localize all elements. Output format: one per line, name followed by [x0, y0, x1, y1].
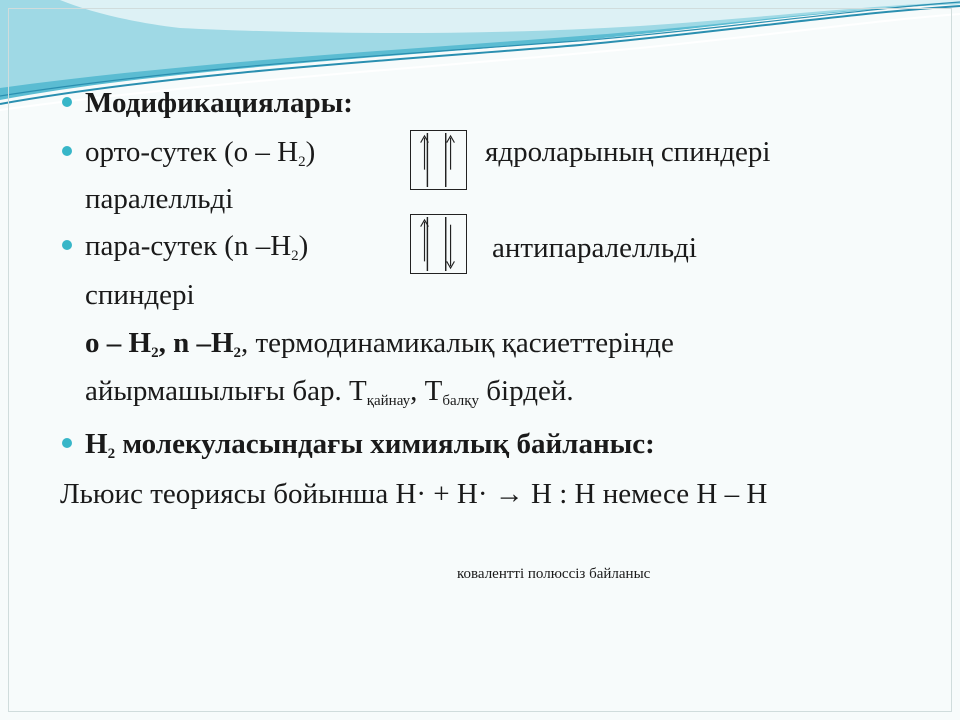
- para-description-cont: спиндері: [85, 279, 195, 311]
- boiling-subscript: қайнау: [366, 393, 411, 409]
- h2-symbol: Н: [85, 428, 108, 460]
- antiparallel-spins-diagram: [410, 214, 467, 274]
- bullet-dot: [62, 438, 72, 448]
- para-close: ): [298, 230, 309, 262]
- bullet-dot: [62, 146, 72, 156]
- para-hydrogen-label: [85, 229, 308, 263]
- ortho-description-cont: паралелльді: [85, 183, 234, 215]
- ortho-formula-bold: о – Н: [85, 327, 152, 359]
- melting-subscript: балқу: [442, 393, 480, 409]
- modifications-heading: Модификациялары:: [85, 87, 353, 119]
- ortho-prefix: орто-сутек (: [85, 136, 234, 168]
- para-formula: –Н: [248, 230, 292, 262]
- difference-line-1: [85, 326, 674, 360]
- difference-text: айырмашылығы бар. Т: [85, 375, 367, 407]
- lewis-theory-line: Льюис теориясы бойынша Н· + Н· → Н : Н немесе Н – Н: [60, 478, 768, 510]
- ortho-close: ): [305, 136, 316, 168]
- para-description: антипаралелльді: [492, 232, 697, 264]
- ortho-formula: – Н: [248, 136, 299, 168]
- parallel-spins-diagram: [410, 130, 467, 190]
- difference-text: бірдей.: [479, 375, 574, 407]
- bullet-dot: [62, 240, 72, 250]
- difference-line-2: [85, 374, 574, 408]
- subscript: 2: [233, 345, 241, 361]
- para-subscript: 2: [291, 248, 299, 264]
- subscript: 2: [107, 446, 116, 462]
- difference-text: , термодинамикалық қасиеттерінде: [241, 327, 674, 359]
- para-formula-bold: , n –Н: [158, 327, 234, 359]
- ortho-description: ядроларының спиндері: [485, 136, 771, 168]
- bullet-dot: [62, 97, 72, 107]
- ortho-subscript: 2: [298, 154, 306, 170]
- difference-text: , Т: [410, 375, 443, 407]
- para-prefix: пара-сутек (: [85, 230, 234, 262]
- ortho-symbol: о: [233, 136, 249, 168]
- bond-heading-text: молекуласындағы химиялық байланыс:: [115, 428, 655, 460]
- bond-heading: [85, 427, 655, 461]
- para-symbol: n: [233, 230, 249, 262]
- ortho-hydrogen-label: [85, 135, 315, 169]
- subscript: 2: [151, 345, 159, 361]
- covalent-nonpolar-note: ковалентті полюссіз байланыс: [457, 566, 651, 582]
